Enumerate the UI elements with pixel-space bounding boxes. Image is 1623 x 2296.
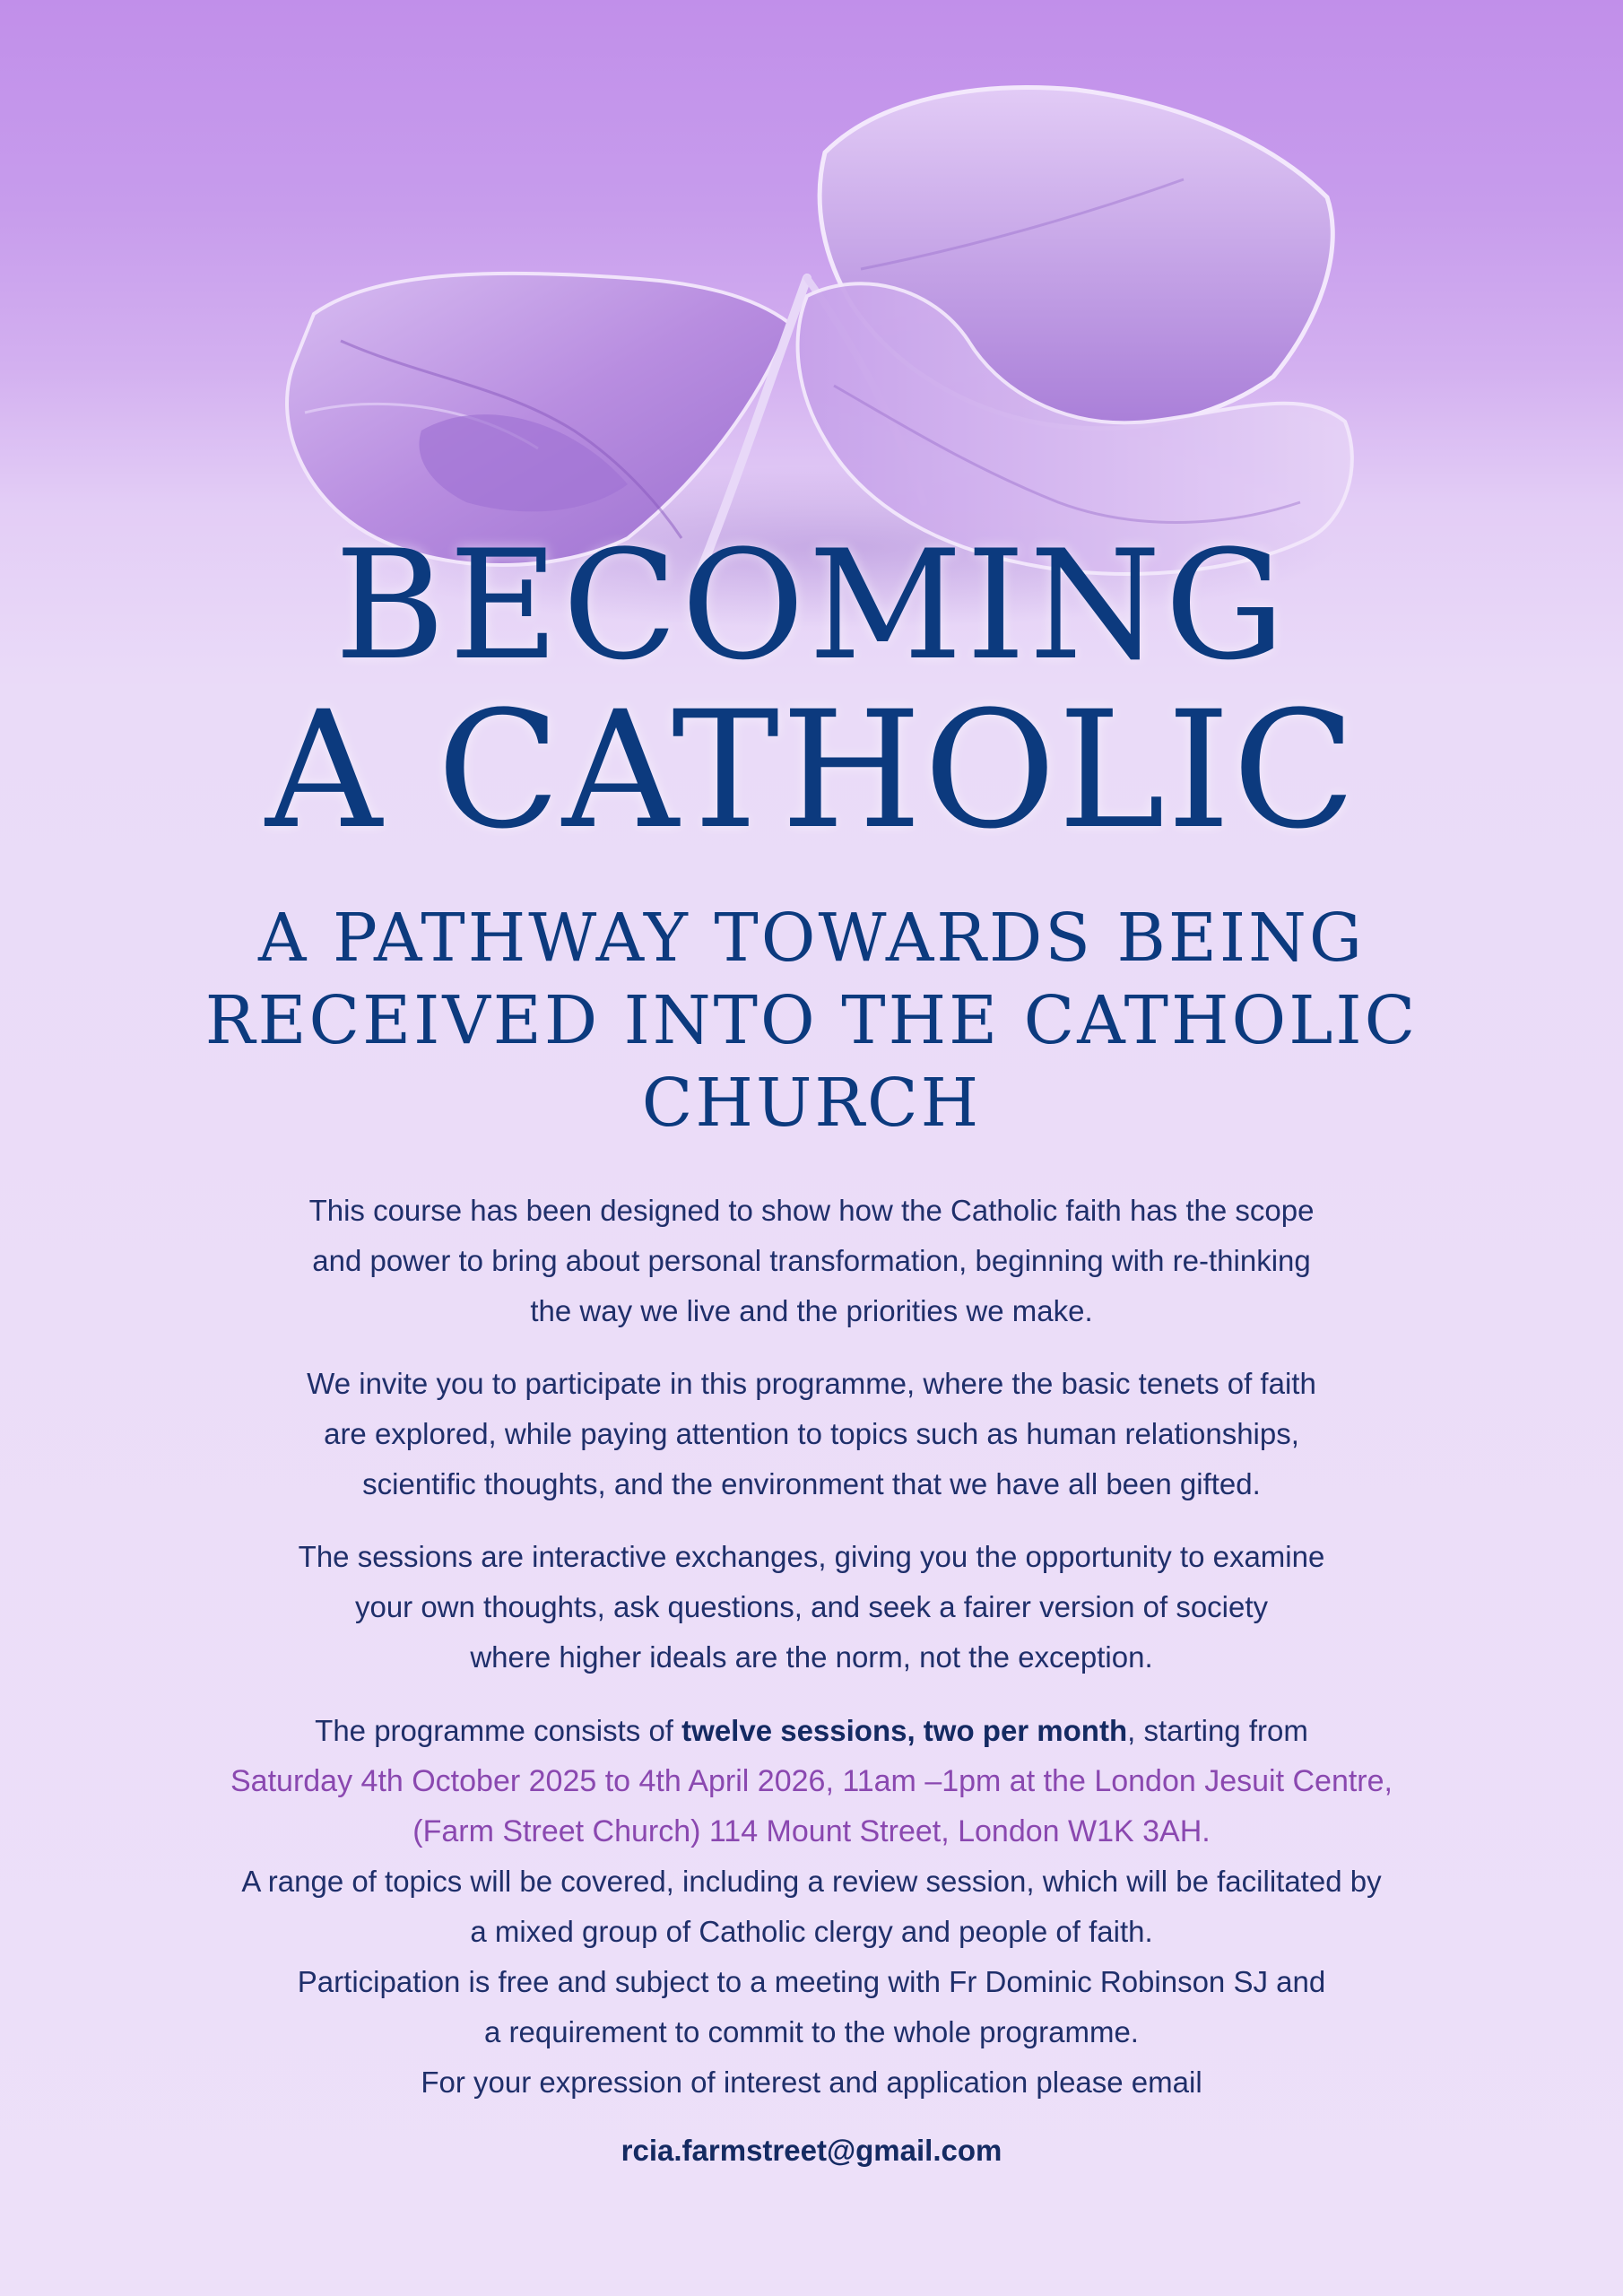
- paragraph-line: the way we live and the priorities we make.: [530, 1294, 1093, 1327]
- paragraph-line: For your expression of interest and application please email: [421, 2066, 1202, 2099]
- contact-email[interactable]: rcia.farmstreet@gmail.com: [621, 2134, 1002, 2167]
- paragraph-line: The sessions are interactive exchanges, giving you the opportunity to examine: [298, 1540, 1325, 1573]
- sessions-paragraph: [117, 1532, 1506, 1683]
- course-description-paragraph: [117, 1186, 1506, 1336]
- date-time-venue-line: Saturday 4th October 2025 to 4th April 2026, 11am –1pm at the London Jesuit Centre,: [230, 1764, 1393, 1798]
- address-line: (Farm Street Church) 114 Mount Street, London W1K 3AH.: [412, 1814, 1211, 1848]
- paragraph-line: a requirement to commit to the whole programme.: [484, 2015, 1139, 2048]
- programme-intro-line: [117, 1706, 1506, 1756]
- paragraph-line: Participation is free and subject to a meeting with Fr Dominic Robinson SJ and: [297, 1965, 1326, 1998]
- subtitle-line-3: CHURCH: [641, 1065, 982, 1142]
- paragraph-line: scientific thoughts, and the environment that we have all been gifted.: [362, 1467, 1261, 1500]
- subtitle-line-2: RECEIVED INTO THE CATHOLIC: [204, 982, 1419, 1059]
- paragraph-line: your own thoughts, ask questions, and seek a fairer version of society: [354, 1590, 1269, 1623]
- paragraph-line: are explored, while paying attention to topics such as human relationships,: [324, 1417, 1299, 1450]
- programme-details-paragraph: [117, 1706, 1506, 2108]
- sessions-count-text: twelve sessions, two per month: [681, 1714, 1128, 1747]
- subtitle-line-1: A PATHWAY TOWARDS BEING: [257, 900, 1366, 977]
- title-line-1: BECOMING: [334, 517, 1289, 693]
- paragraph-line: and power to bring about personal transformation, beginning with re-thinking: [312, 1244, 1311, 1277]
- paragraph-line: where higher ideals are the norm, not the exception.: [470, 1640, 1153, 1674]
- invitation-paragraph: [117, 1359, 1506, 1509]
- paragraph-line: a mixed group of Catholic clergy and people of faith.: [470, 1915, 1153, 1948]
- programme-intro-end: , starting from: [1127, 1714, 1308, 1747]
- paragraph-line: This course has been designed to show how the Catholic faith has the scope: [308, 1194, 1315, 1227]
- title-line-2: A CATHOLIC: [265, 677, 1358, 865]
- paragraph-line: We invite you to participate in this programme, where the basic tenets of faith: [307, 1367, 1316, 1400]
- subtitle: [179, 897, 1444, 1144]
- programme-intro-text: The programme consists of: [315, 1714, 682, 1747]
- paragraph-line: A range of topics will be covered, including a review session, which will be facilitated by: [241, 1865, 1382, 1898]
